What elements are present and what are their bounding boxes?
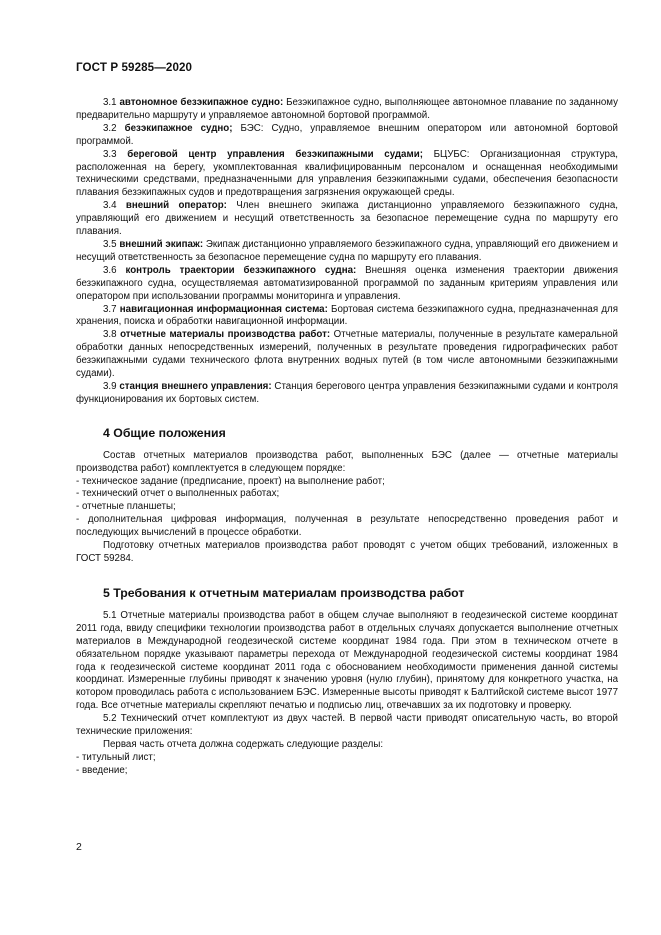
list-item: - введение; (76, 764, 128, 776)
list-item: - дополнительная цифровая информация, полученная в результате непосредственно проведения работ и последующих вычислений в процессе обработки. (76, 514, 618, 539)
document-header: ГОСТ Р 59285—2020 (76, 61, 193, 74)
definition-3-5: 3.5 внешний экипаж: Экипаж дистанционно управляемого безэкипажного судна, управляющий его движением и несущий ответственность за безопасное перемещение судна по маршруту его плавания. (76, 238, 618, 263)
definition-term: контроль траектории безэкипажного судна: (125, 264, 357, 276)
definition-term: безэкипажное судно; (124, 122, 233, 134)
definition-term: навигационная информационная система: (119, 303, 328, 315)
definition-3-3: 3.3 береговой центр управления безэкипажными судами; БЦУБС: Организационная структура, расположенная на берегу, укомплектованная квалифицированным персоналом и оснащенная необходимыми техническими средствами, предназначенными для управления безэкипажными судами, обеспечения безопасности плавания безэкипажных судов и предотвращения загрязнения окружающей среды. (76, 148, 618, 199)
definition-3-1: 3.1 автономное безэкипажное судно: Безэкипажное судно, выполняющее автономное плавание по заданному предварительно маршруту и управляемое автономной бортовой программой. (76, 97, 618, 121)
definition-3-8: 3.8 отчетные материалы производства работ: Отчетные материалы, полученные в результате камеральной обработки данных непосредственных измерений, полученных в результате проведения гидрографических работ безэкипажными судами технического флота внутренних водных путей (в том числе автономными безэкипажными судами). (76, 329, 619, 380)
paragraph-5-1: 5.1 Отчетные материалы производства работ в общем случае выполняют в геодезической системе координат 2011 года, ввиду специфики технологии производства работ в отдельных случаях допускается выполнение отчетных материалов в Международной геодезической системе координат 1984 года. При этом в техническом отчете в обязательном порядке указывают параметры перехода от Международной геодезической системы координат 1984 года к геодезической системе координат 2011 года с обоснованием необходимости применения данной системы координат. Измеренные глубины приводят к значению уровня (нулю глубин), принятому для конкретного участка, на котором проводилась работа с использованием БЭС. Измеренные высоты приводят к Балтийской системе высот 1977 года. Все отчетные материалы скрепляют печатью и подписью лиц, отвечавших за их подготовку и проверку. (76, 609, 618, 712)
paragraph-5-2: 5.2 Технический отчет комплектуют из двух частей. В первой части приводят описательную часть, во второй технические приложения: (76, 713, 618, 738)
definition-3-2: 3.2 безэкипажное судно; БЭС: Судно, управляемое внешним оператором или автономной бортовой программой. (76, 122, 618, 147)
definition-3-9: 3.9 станция внешнего управления: Станция берегового центра управления безэкипажными судами и контроля функционирования их бортовых систем. (76, 380, 618, 405)
paragraph-5-2-parts: Первая часть отчета должна содержать следующие разделы: (103, 738, 384, 750)
definition-term: береговой центр управления безэкипажными судами; (127, 148, 423, 160)
section-4-closing: Подготовку отчетных материалов производства работ проводят с учетом общих требований, изложенных в ГОСТ 59284. (76, 540, 618, 564)
section-5-title: 5 Требования к отчетным материалам производства работ (103, 585, 465, 600)
list-item: - техническое задание (предписание, проект) на выполнение работ; (76, 475, 385, 487)
definition-term: станция внешнего управления: (119, 380, 272, 392)
list-item: - титульный лист; (76, 751, 156, 763)
definition-term: внешний экипаж: (119, 238, 204, 250)
section-4-intro: Состав отчетных материалов производства работ, выполненных БЭС (далее — отчетные материалы производства работ) комплектуется в следующем порядке: (76, 449, 618, 474)
definitions-list (76, 97, 618, 407)
page-number: 2 (76, 841, 82, 853)
section-5-body (76, 610, 618, 778)
definition-term: автономное безэкипажное судно: (119, 97, 284, 108)
definition-term: отчетные материалы производства работ: (120, 329, 331, 341)
section-4-body (76, 450, 618, 566)
section-4-title: 4 Общие положения (103, 425, 226, 440)
definition-3-7: 3.7 навигационная информационная система: Бортовая система безэкипажного судна, предназначенная для хранения, поиска и обработки навигационной информации. (76, 303, 618, 328)
definition-term: внешний оператор: (125, 200, 227, 212)
list-item: - технический отчет о выполненных работах; (76, 488, 280, 500)
definition-3-4: 3.4 внешний оператор: Член внешнего экипажа дистанционно управляемого безэкипажного судна, управляющий его движением и несущий ответственность за безопасное перемещение судна по маршруту его плавания. (76, 200, 618, 238)
list-item: - отчетные планшеты; (76, 501, 176, 513)
definition-3-6: 3.6 контроль траектории безэкипажного судна: Внешняя оценка изменения траектории движения безэкипажного судна, осуществляемая автоматизированной программой по заданным критериям управления или оператором при использовании программы мониторинга и управления. (76, 264, 618, 302)
page-content (76, 97, 618, 778)
